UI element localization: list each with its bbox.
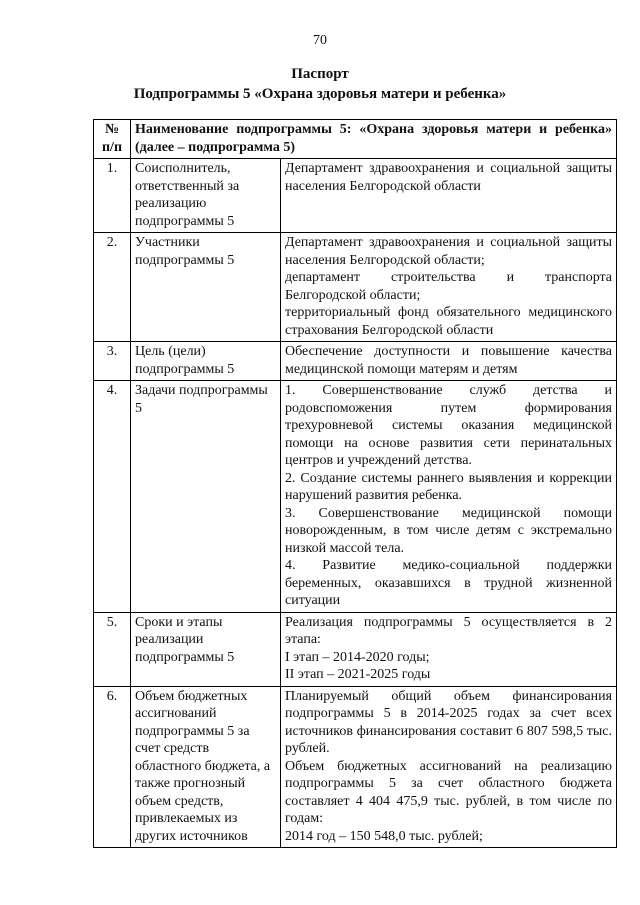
value-paragraph: территориальный фонд обязательного медицинского страхования Белгородской области [285,305,613,338]
value-paragraph: 2014 год – 150 548,0 тыс. рублей; [285,828,483,844]
table-row [94,686,617,848]
passport-table [93,119,617,848]
value-paragraph: 4. Развитие медико-социальной поддержки беременных, оказавшихся в трудной жизненной ситуации [285,558,613,608]
row-value [281,612,617,686]
page-number: 70 [313,33,327,48]
row-label: Цель (цели) подпрограммы 5 [131,342,281,381]
value-paragraph: Обеспечение доступности и повышение качества медицинской помощи матерям и детям [285,344,613,377]
table-row [94,233,617,342]
row-number: 6. [94,686,131,848]
value-paragraph: I этап – 2014-2020 годы; [285,649,430,665]
table-row [94,612,617,686]
value-paragraph: 1. Совершенствование служб детства и родовспоможения путем формирования трехуровневой системы оказания медицинской помощи на основе развития сети перинатальных центров и учреждений детства. [285,383,613,468]
value-paragraph: Объем бюджетных ассигнований на реализацию подпрограммы 5 за счет областного бюджета составляет 4 404 475,9 тыс. рублей, в том числе по годам: [285,758,613,826]
value-paragraph: Планируемый общий объем финансирования подпрограммы 5 в 2014-2025 годах за счет всех источников финансирования составит 6 807 598,5 тыс. рублей. [285,688,613,756]
value-paragraph: департамент строительства и транспорта Белгородской области; [285,270,613,303]
row-label: Сроки и этапы реализации подпрограммы 5 [131,612,281,686]
value-paragraph: Департамент здравоохранения и социальной защиты населения Белгородской области [285,161,613,194]
header-name-cell: Наименование подпрограммы 5: «Охрана здоровья матери и ребенка» (далее – подпрограмма 5) [131,120,617,159]
row-value [281,686,617,848]
value-paragraph: 3. Совершенствование медицинской помощи новорожденным, в том числе детям с экстремально низкой массой тела. [285,505,613,556]
value-paragraph: Реализация подпрограммы 5 осуществляется в 2 этапа: [285,614,613,647]
row-value [281,342,617,381]
row-label: Объем бюджетных ассигнований подпрограммы 5 за счет средств областного бюджета, а также прогнозный объем средств, привлекаемых из других источников [131,686,281,848]
value-paragraph: 2. Создание системы раннего выявления и коррекции нарушений развития ребенка. [285,470,613,503]
row-number: 5. [94,612,131,686]
title-line-1: Паспорт [291,66,349,82]
table-row [94,342,617,381]
row-label: Задачи подпрограммы 5 [131,381,281,613]
document-title [0,64,640,104]
value-paragraph: II этап – 2021-2025 годы [285,667,431,682]
header-num-cell: № п/п [94,120,131,159]
row-label: Соисполнитель, ответственный за реализацию подпрограммы 5 [131,159,281,233]
row-number: 2. [94,233,131,342]
row-number: 4. [94,381,131,613]
title-line-2: Подпрограммы 5 «Охрана здоровья матери и ребенка» [133,86,507,102]
row-value [281,159,617,233]
row-value [281,381,617,613]
row-value [281,233,617,342]
table-row [94,159,617,233]
row-number: 1. [94,159,131,233]
table-row [94,381,617,613]
row-number: 3. [94,342,131,381]
row-label: Участники подпрограммы 5 [131,233,281,342]
value-paragraph: Департамент здравоохранения и социальной защиты населения Белгородской области; [285,235,613,268]
table-header-row [94,120,617,159]
